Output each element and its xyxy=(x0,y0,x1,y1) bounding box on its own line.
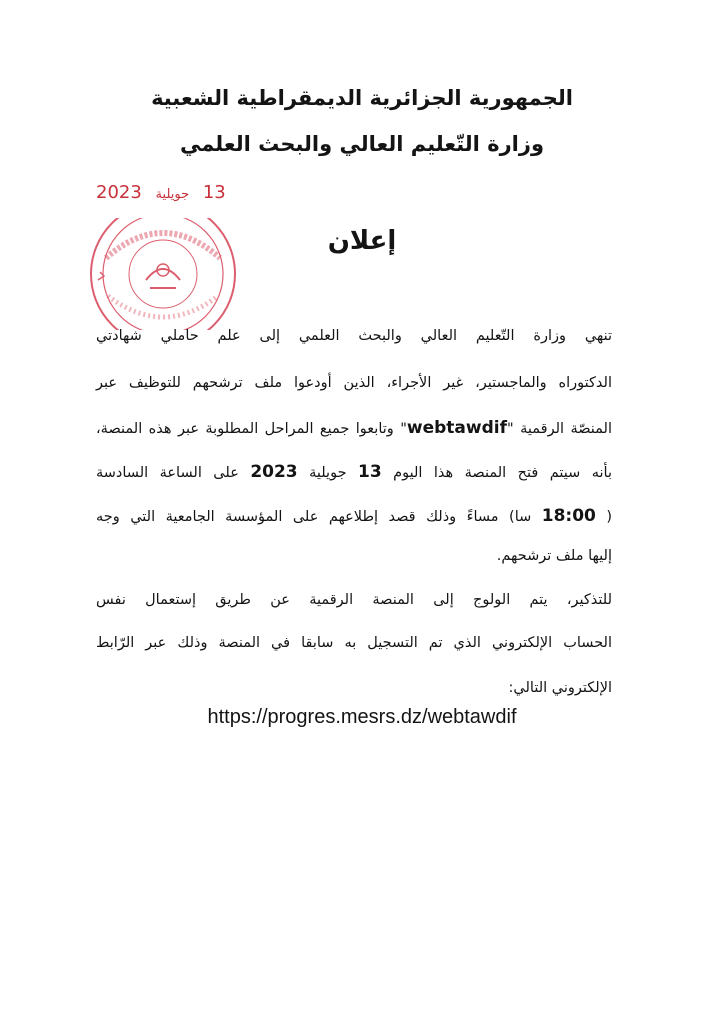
body-text: المنصّة الرقمية " xyxy=(507,421,612,437)
date-stamp xyxy=(92,182,230,212)
body-line: الإلكتروني التالي: xyxy=(508,680,612,696)
date-month: جويلية xyxy=(155,187,190,202)
open-year: 2023 xyxy=(250,462,298,482)
body-line: إليها ملف ترشحهم. xyxy=(496,548,612,564)
body-text: بأنه سيتم فتح المنصة هذا اليوم xyxy=(393,465,612,481)
announcement-title: إعلان xyxy=(327,226,397,256)
date-day: 13 xyxy=(202,182,226,203)
body-line: الحساب الإلكتروني الذي تم التسجيل به سابقا في المنصة وذلك عبر الرّابط xyxy=(96,635,612,651)
body-line xyxy=(96,506,612,526)
date-year: 2023 xyxy=(96,182,142,203)
body-line: تنهي وزارة التّعليم العالي والبحث العلمي إلى علم حاملي شهادتي xyxy=(96,328,612,344)
republic-heading: الجمهورية الجزائرية الديمقراطية الشعبية xyxy=(151,86,573,110)
ministry-heading: وزارة التّعليم العالي والبحث العلمي xyxy=(179,132,545,156)
body-line xyxy=(96,462,612,482)
body-line xyxy=(96,418,612,438)
body-line: للتذكير، يتم الولوج إلى المنصة الرقمية عن طريق إستعمال نفس xyxy=(96,592,612,608)
open-time: 18:00 xyxy=(541,506,596,526)
body-text: على الساعة السادسة xyxy=(96,465,239,481)
open-day: 13 xyxy=(358,462,382,482)
body-text: سا) مساءً وذلك قصد إطلاعهم على المؤسسة الجامعية التي وجه xyxy=(96,509,532,525)
platform-url-link[interactable]: https://progres.mesrs.dz/webtawdif xyxy=(207,706,517,728)
open-month: جويلية xyxy=(309,465,347,481)
body-text: " وتابعوا جميع المراحل المطلوبة عبر هذه المنصة، xyxy=(96,421,407,437)
platform-name: webtawdif xyxy=(406,418,507,438)
body-text: ( xyxy=(606,509,612,525)
body-line: الدكتوراه والماجستير، غير الأجراء، الذين أودعوا ملف ترشحهم للتوظيف عبر xyxy=(96,375,612,391)
